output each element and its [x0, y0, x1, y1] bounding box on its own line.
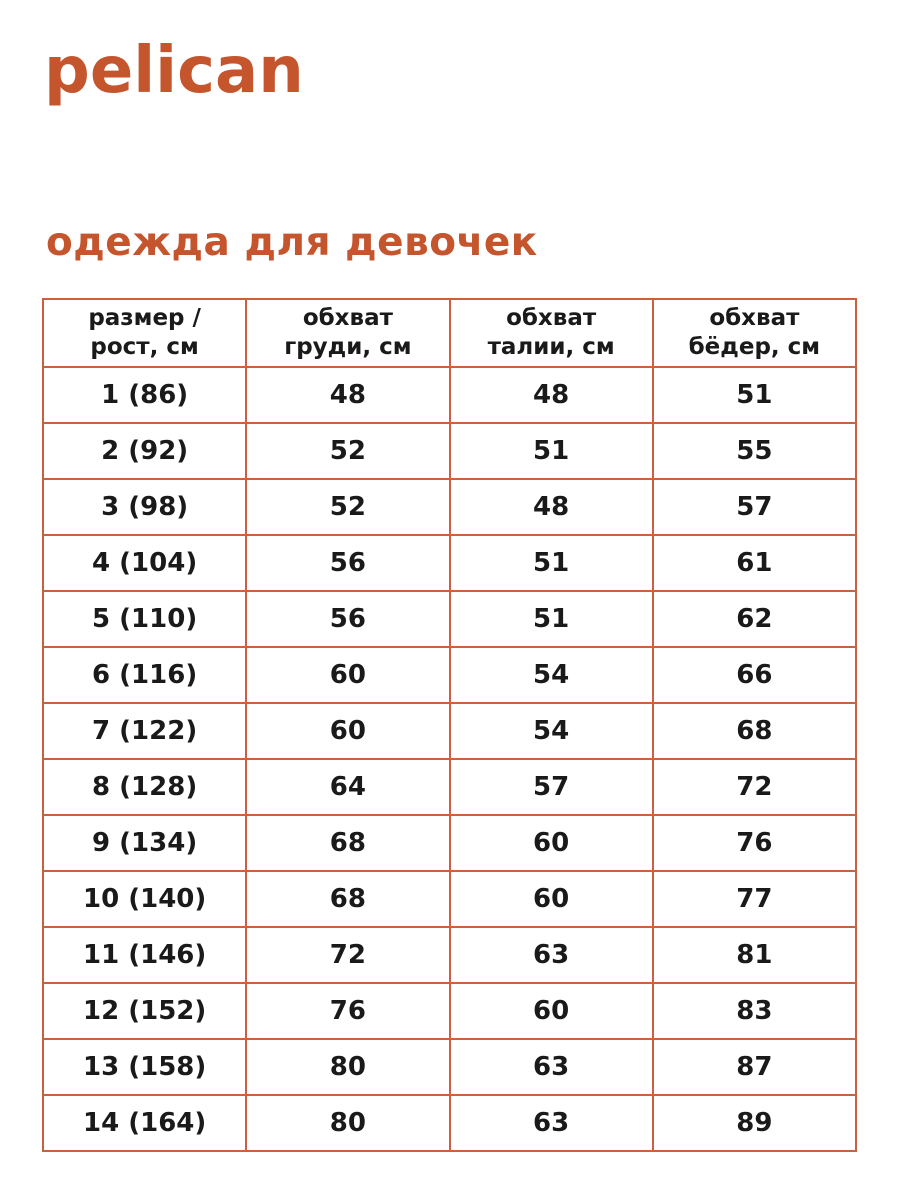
chest-cell: 60: [246, 703, 449, 759]
hips-cell: 76: [653, 815, 856, 871]
table-row: [43, 759, 856, 815]
chest-cell: 56: [246, 591, 449, 647]
table-row: [43, 367, 856, 423]
waist-cell: 48: [450, 479, 653, 535]
waist-cell: 51: [450, 591, 653, 647]
column-header-line: размер /: [88, 305, 201, 332]
chest-cell: 80: [246, 1039, 449, 1095]
waist-cell: 51: [450, 535, 653, 591]
column-header-line: обхват: [709, 305, 800, 332]
size-cell: 5 (110): [43, 591, 246, 647]
size-cell: 2 (92): [43, 423, 246, 479]
hips-cell: 55: [653, 423, 856, 479]
waist-cell: 57: [450, 759, 653, 815]
waist-cell: 48: [450, 367, 653, 423]
table-row: [43, 479, 856, 535]
chest-cell: 52: [246, 423, 449, 479]
column-header-chest: [246, 299, 449, 367]
hips-cell: 87: [653, 1039, 856, 1095]
table-row: [43, 1095, 856, 1151]
waist-cell: 63: [450, 1039, 653, 1095]
table-row: [43, 927, 856, 983]
hips-cell: 89: [653, 1095, 856, 1151]
chest-cell: 68: [246, 815, 449, 871]
size-table: [42, 298, 857, 1152]
chest-cell: 72: [246, 927, 449, 983]
waist-cell: 54: [450, 703, 653, 759]
size-table-header: [43, 299, 856, 367]
chest-cell: 64: [246, 759, 449, 815]
chest-cell: 76: [246, 983, 449, 1039]
chest-cell: 56: [246, 535, 449, 591]
hips-cell: 68: [653, 703, 856, 759]
size-table-body: [43, 367, 856, 1151]
size-cell: 7 (122): [43, 703, 246, 759]
chest-cell: 52: [246, 479, 449, 535]
table-row: [43, 647, 856, 703]
table-row: [43, 1039, 856, 1095]
table-row: [43, 591, 856, 647]
header-row: [43, 299, 856, 367]
column-header-line: груди, см: [284, 334, 412, 360]
column-header-line: обхват: [302, 305, 393, 332]
column-header-line: талии, см: [487, 334, 615, 360]
chest-cell: 80: [246, 1095, 449, 1151]
size-cell: 10 (140): [43, 871, 246, 927]
table-row: [43, 815, 856, 871]
size-cell: 13 (158): [43, 1039, 246, 1095]
waist-cell: 54: [450, 647, 653, 703]
hips-cell: 61: [653, 535, 856, 591]
column-header-waist: [450, 299, 653, 367]
column-header-size: [43, 299, 246, 367]
waist-cell: 60: [450, 983, 653, 1039]
waist-cell: 63: [450, 927, 653, 983]
hips-cell: 66: [653, 647, 856, 703]
table-row: [43, 535, 856, 591]
size-cell: 3 (98): [43, 479, 246, 535]
table-row: [43, 423, 856, 479]
size-cell: 9 (134): [43, 815, 246, 871]
size-cell: 12 (152): [43, 983, 246, 1039]
page-title: одежда для девочек: [46, 220, 538, 265]
waist-cell: 60: [450, 871, 653, 927]
hips-cell: 72: [653, 759, 856, 815]
hips-cell: 51: [653, 367, 856, 423]
brand-logo: pelican: [44, 34, 304, 108]
hips-cell: 62: [653, 591, 856, 647]
waist-cell: 63: [450, 1095, 653, 1151]
waist-cell: 60: [450, 815, 653, 871]
size-cell: 1 (86): [43, 367, 246, 423]
column-header-line: бёдер, см: [688, 334, 821, 360]
size-cell: 4 (104): [43, 535, 246, 591]
hips-cell: 77: [653, 871, 856, 927]
table-row: [43, 703, 856, 759]
table-row: [43, 871, 856, 927]
chest-cell: 48: [246, 367, 449, 423]
chest-cell: 60: [246, 647, 449, 703]
size-cell: 6 (116): [43, 647, 246, 703]
size-cell: 8 (128): [43, 759, 246, 815]
chest-cell: 68: [246, 871, 449, 927]
hips-cell: 81: [653, 927, 856, 983]
column-header-hips: [653, 299, 856, 367]
size-cell: 11 (146): [43, 927, 246, 983]
column-header-line: обхват: [506, 305, 597, 332]
waist-cell: 51: [450, 423, 653, 479]
hips-cell: 57: [653, 479, 856, 535]
column-header-line: рост, см: [90, 334, 199, 360]
table-row: [43, 983, 856, 1039]
size-cell: 14 (164): [43, 1095, 246, 1151]
hips-cell: 83: [653, 983, 856, 1039]
